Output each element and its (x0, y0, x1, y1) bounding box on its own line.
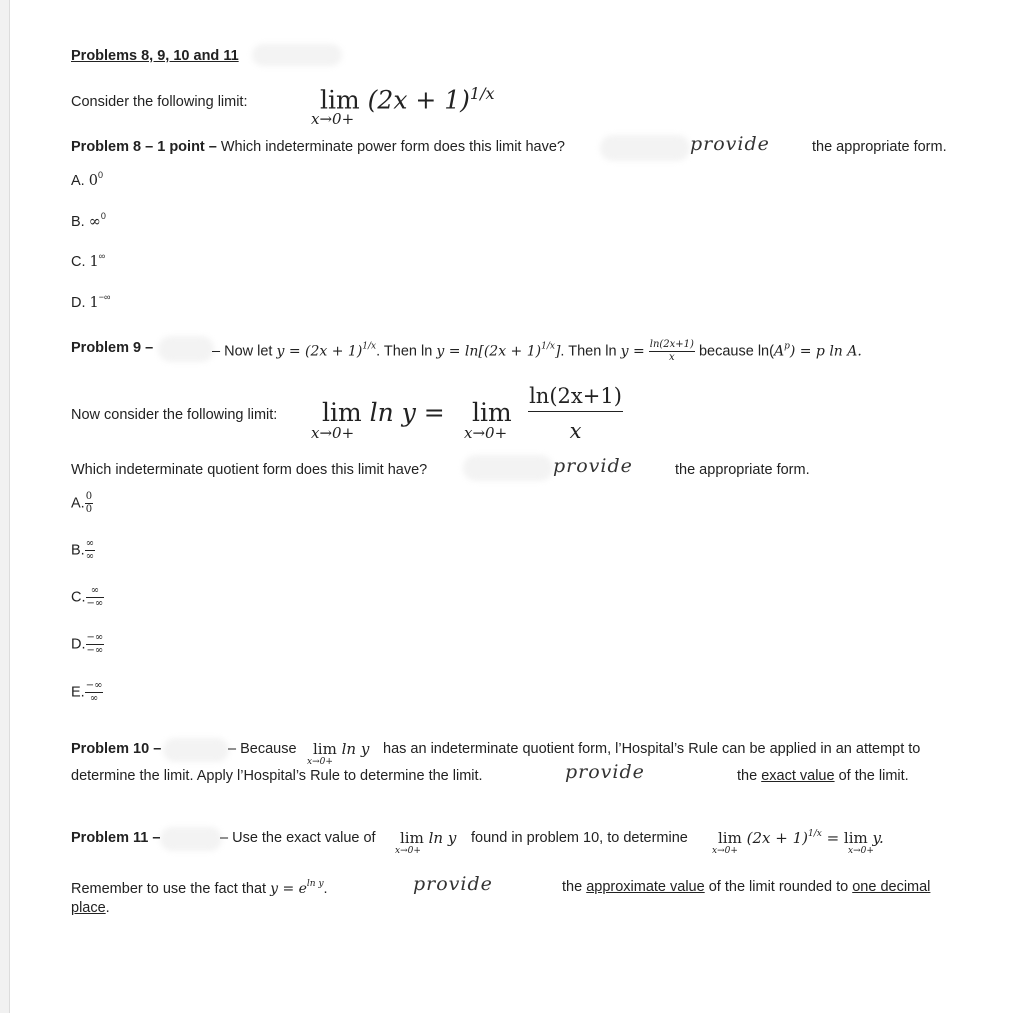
p9-lim-left (322, 398, 445, 427)
p11-label: Problem 11 – (71, 830, 161, 846)
fraction-numerator: ∞ (86, 586, 105, 598)
p9-handwritten: provide (553, 455, 633, 477)
p9-option-e[interactable] (71, 681, 103, 704)
p10-limit-sub: x→0+ (307, 757, 333, 767)
lim-operator: lim (322, 398, 362, 427)
redaction-blur (160, 827, 222, 851)
option-letter: D. (71, 295, 86, 311)
p10-label: Problem 10 – (71, 741, 162, 757)
p11-y: y. (872, 829, 884, 847)
option-letter: E. (71, 684, 85, 701)
p9-exp: p (784, 341, 790, 352)
option-base: 1 (89, 254, 99, 270)
p10-handwritten: provide (565, 761, 645, 783)
lim-operator: lim (718, 829, 742, 847)
p9-math: y = ln[(2x + 1) (436, 343, 542, 360)
p9-text: . Then ln (376, 343, 433, 360)
p9-math: A (773, 343, 785, 360)
fraction-denominator: ∞ (89, 693, 99, 704)
p9-text: – Now let (212, 343, 273, 360)
fraction-denominator: x (669, 352, 675, 363)
p9-option-a[interactable] (71, 492, 93, 515)
p10-text: of the limit. (838, 768, 909, 784)
option-fraction (86, 586, 105, 609)
p11-handwritten: provide (413, 873, 493, 895)
option-exp: −∞ (98, 292, 111, 302)
fraction-numerator: 0 (85, 491, 93, 502)
p11-limit-expr (718, 829, 884, 847)
p9-option-c[interactable] (71, 586, 104, 609)
fraction-denominator: −∞ (86, 598, 104, 609)
p9-math: ] (554, 343, 561, 360)
p11-lny: ln y (428, 829, 457, 847)
p11-limit-sub-2: x→0+ (712, 846, 738, 856)
option-letter: C. (71, 589, 86, 606)
p11-text: the (562, 879, 583, 895)
p8-tail: the appropriate form. (812, 139, 947, 155)
p9-text: because ln( (698, 343, 774, 360)
p11-remember (71, 879, 328, 897)
page-left-border (0, 0, 10, 1013)
p9-text: . Then ln (560, 343, 617, 360)
p8-handwritten: provide (690, 133, 770, 155)
p9-exp: 1/x (541, 341, 555, 352)
p8-question-line (71, 139, 565, 155)
p11-text: of the limit rounded to (708, 879, 849, 895)
p8-option-d[interactable] (71, 292, 110, 311)
p10-limit (313, 740, 369, 758)
option-letter: A. (71, 173, 85, 189)
p10-line2: determine the limit. Apply l’Hospital’s Rule to determine the limit. (71, 768, 483, 784)
fraction-denominator: ∞ (85, 551, 95, 562)
p9-lim-sub-left: x→0+ (311, 424, 355, 442)
p9-option-b[interactable] (71, 539, 95, 562)
p9-label: Problem 9 – (71, 340, 154, 356)
lim-operator: lim (320, 85, 360, 115)
p9-statement (212, 340, 862, 363)
option-base: ∞ (88, 214, 101, 230)
p9-big-numerator: ln(2x+1) (528, 384, 623, 412)
p8-option-a[interactable] (71, 170, 103, 189)
p9-tail: the appropriate form. (675, 462, 810, 478)
p9-question: Which indeterminate quotient form does this limit have? (71, 462, 428, 478)
fraction-numerator: −∞ (86, 632, 104, 643)
fraction-numerator: ∞ (85, 538, 95, 549)
p10-lny: ln y (341, 740, 370, 758)
option-letter: C. (71, 254, 86, 270)
redaction-blur (600, 135, 690, 161)
lim-operator: lim (313, 740, 337, 758)
option-base: 1 (89, 295, 99, 311)
option-fraction (85, 539, 95, 562)
option-letter: B. (71, 542, 85, 559)
fraction-numerator: −∞ (85, 680, 103, 691)
fraction-denominator: −∞ (86, 645, 104, 656)
p11-expr: (2x + 1) (746, 829, 808, 847)
p10-tail-line (737, 768, 909, 784)
p11-found: found in problem 10, to determine (471, 830, 688, 846)
p11-math: y = e (270, 881, 307, 897)
p11-limit-lny (400, 829, 456, 847)
p11-exp: ln y (306, 879, 324, 889)
fraction-denominator: 0 (85, 504, 93, 515)
intro-text: Consider the following limit: (71, 94, 248, 110)
p9-lny: ln y = (369, 398, 445, 427)
option-fraction (86, 633, 105, 656)
p11-place: place (71, 900, 106, 916)
redaction-blur (463, 455, 553, 481)
p9-math: y = (2x + 1) (276, 343, 363, 360)
option-exp: ∞ (98, 251, 106, 261)
p11-one-decimal: one decimal (852, 879, 931, 895)
p11-limit-sub: x→0+ (395, 846, 421, 856)
p11-limit-sub-3: x→0+ (848, 846, 874, 856)
intro-exponent: 1/x (469, 84, 495, 103)
p10-text: the (737, 768, 758, 784)
p9-limit-intro: Now consider the following limit: (71, 407, 278, 423)
p11-text: . (323, 881, 328, 897)
p8-option-b[interactable] (71, 211, 106, 230)
redaction-blur (252, 44, 342, 66)
intro-limit-sub: x→0+ (311, 110, 355, 128)
option-fraction (85, 492, 93, 515)
page-title: Problems 8, 9, 10 and 11 (71, 48, 239, 64)
option-base: 0 (88, 173, 98, 189)
p10-rest1: has an indeterminate quotient form, l’Hospital’s Rule can be applied in an attempt to (383, 741, 921, 757)
fraction-numerator: ln(2x+1) (649, 339, 694, 350)
p9-math: y = (620, 343, 645, 360)
intro-expression: (2x + 1) (367, 85, 470, 115)
p9-big-denominator: x (569, 419, 582, 443)
p9-fraction (649, 340, 695, 363)
p9-math: ) = p ln A. (789, 343, 862, 360)
option-letter: D. (71, 636, 86, 653)
p11-eq-lim: = lim (826, 829, 868, 847)
p8-option-c[interactable] (71, 251, 105, 270)
p9-option-d[interactable] (71, 633, 104, 656)
p9-lim-right: lim (472, 398, 512, 427)
option-letter: B. (71, 214, 85, 230)
p11-exp: 1/x (807, 829, 822, 839)
option-exp: 0 (97, 170, 103, 180)
p11-approximate-value: approximate value (586, 879, 705, 895)
p11-tail-line (562, 879, 930, 895)
redaction-blur (158, 336, 214, 362)
p11-use: – Use the exact value of (220, 830, 376, 846)
p8-label: Problem 8 – 1 point – (71, 139, 217, 155)
redaction-blur (163, 738, 229, 762)
option-fraction (85, 681, 104, 704)
option-letter: A. (71, 495, 85, 512)
lim-operator: lim (400, 829, 424, 847)
p8-question: Which indeterminate power form does this limit have? (220, 139, 565, 155)
p10-because: – Because (228, 741, 297, 757)
p9-exp: 1/x (362, 341, 377, 352)
p9-lim-sub-right: x→0+ (464, 424, 508, 442)
p10-exact-value: exact value (761, 768, 835, 784)
p11-text: Remember to use the fact that (71, 881, 267, 897)
p11-place-line (71, 900, 110, 916)
p11-text: . (105, 900, 110, 916)
option-exp: 0 (100, 211, 106, 221)
